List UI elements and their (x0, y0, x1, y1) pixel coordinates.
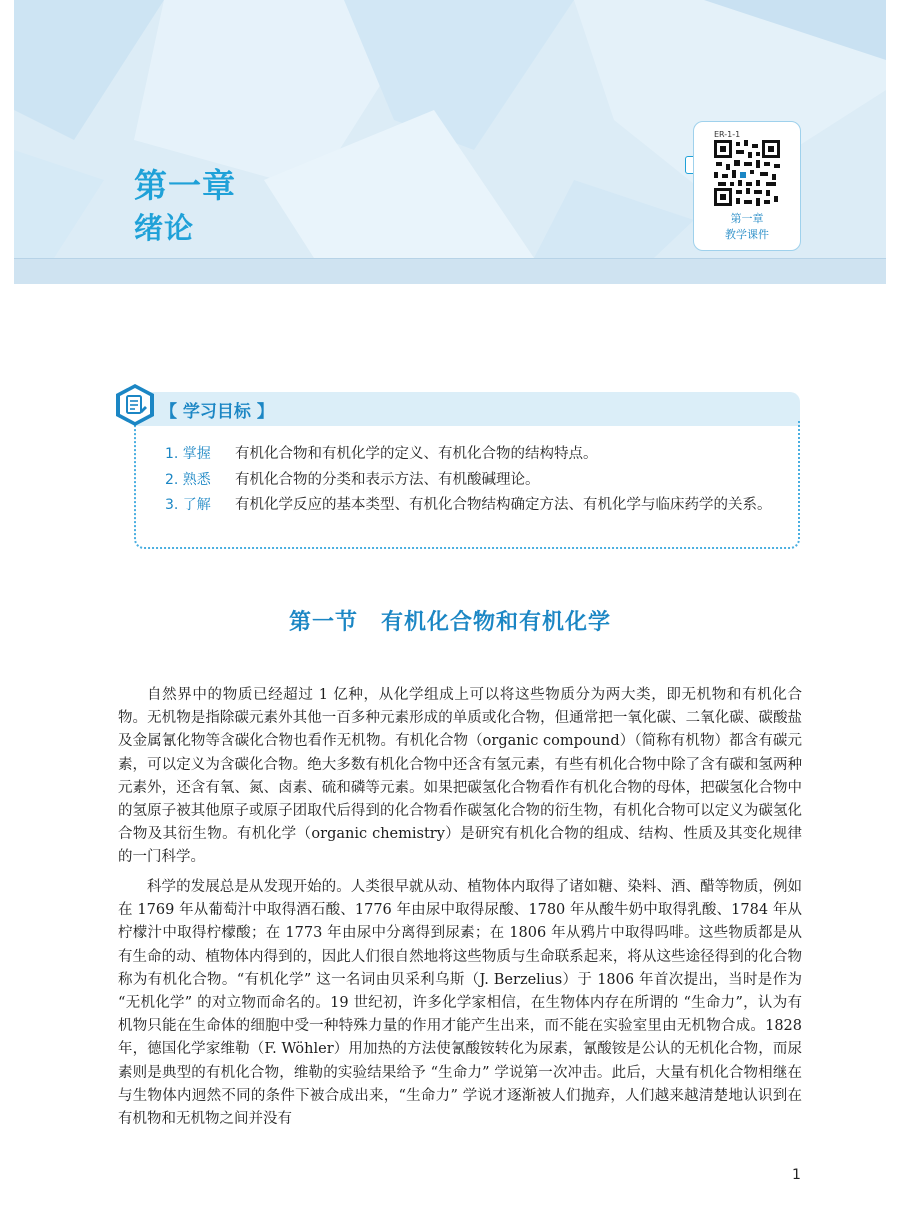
chapter-number: 第一章 (134, 166, 236, 205)
qr-caption-courseware: 教学课件 (725, 228, 769, 241)
objective-text: 有机化合物和有机化学的定义、有机化合物的结构特点。 (235, 446, 598, 462)
body-paragraph: 科学的发展总是从发现开始的。人类很早就从动、植物体内取得了诸如糖、染料、酒、醋等物质，例如在 1769 年从葡萄汁中取得酒石酸、1776 年由尿中取得尿酸、1780 年从酸牛奶中取得乳酸、1784 年从柠檬汁中取得柠檬酸；在 1773 年由尿中分离得到尿素；在 1806 年从鸦片中取得吗啡。这些物质都是从有生命的动、植物体内得到的，因此人们很自然地将这些物质与生命联系起来，将从这些途径得到的化合物称为有机化合物。“有机化学” 这一名词由贝采利乌斯（J. Berzelius）于 1806 年首次提出，当时是作为 “无机化学” 的对立物而命名的。19 世纪初，许多化学家相信，在生物体内存在所谓的 “生命力”，认为有机物只能在生命体的细胞中受一种特殊力量的作用才能产生出来，而不能在实验室里由无机物合成。1828 年，德国化学家维勒（F. Wöhler）用加热的方法使氰酸铵转化为尿素，氰酸铵是公认的无机化合物，而尿素则是典型的有机化合物，维勒的实验结果给予 “生命力” 学说第一次冲击。此后，大量有机化合物相继在与生物体内迥然不同的条件下被合成出来，“生命力” 学说才逐渐被人们抛弃，人们越来越清楚地认识到在有机物和无机物之间并没有 (118, 879, 802, 1128)
banner-bottom-strip (14, 258, 886, 284)
body-paragraph: 自然界中的物质已经超过 1 亿种，从化学组成上可以将这些物质分为两大类，即无机物和有机化合物。无机物是指除碳元素外其他一百多种元素形成的单质或化合物，但通常把一氧化碳、二氧化碳、碳酸盐及金属氰化物等含碳化合物也看作无机物。有机化合物（organic compound）（简称有机物）都含有碳元素，可以定义为含碳化合物。绝大多数有机化合物中还含有氢元素，有些有机化合物中除了含有碳和氢两种元素外，还含有氧、氮、卤素、硫和磷等元素。如果把碳氢化合物看作有机化合物的母体，把碳氢化合物中的氢原子被其他原子或原子团取代后得到的化合物看作碳氢化合物的衍生物，有机化合物可以定义为碳氢化合物及其衍生物。有机化学（organic chemistry）是研究有机化合物的组成、结构、性质及其变化规律的一门科学。 (118, 687, 802, 866)
qr-code-label: ER-1-1 (714, 130, 741, 139)
page-number: 1 (792, 1167, 801, 1183)
qr-caption-chapter: 第一章 (730, 212, 764, 225)
objective-level: 3. 了解 (165, 497, 211, 513)
objective-level: 2. 熟悉 (165, 472, 211, 488)
section-heading: 第一节 有机化合物和有机化学 (288, 610, 611, 635)
objective-text: 有机化合物的分类和表示方法、有机酸碱理论。 (235, 472, 540, 488)
qr-card[interactable] (693, 121, 801, 251)
chapter-title: 绪论 (134, 211, 195, 245)
objective-level: 1. 掌握 (165, 446, 211, 462)
qr-code-icon[interactable] (714, 140, 780, 206)
objectives-title: 【 学习目标 】 (160, 402, 274, 422)
objective-text: 有机化学反应的基本类型、有机化合物结构确定方法、有机化学与临床药学的关系。 (235, 497, 772, 513)
notebook-icon (113, 383, 157, 427)
